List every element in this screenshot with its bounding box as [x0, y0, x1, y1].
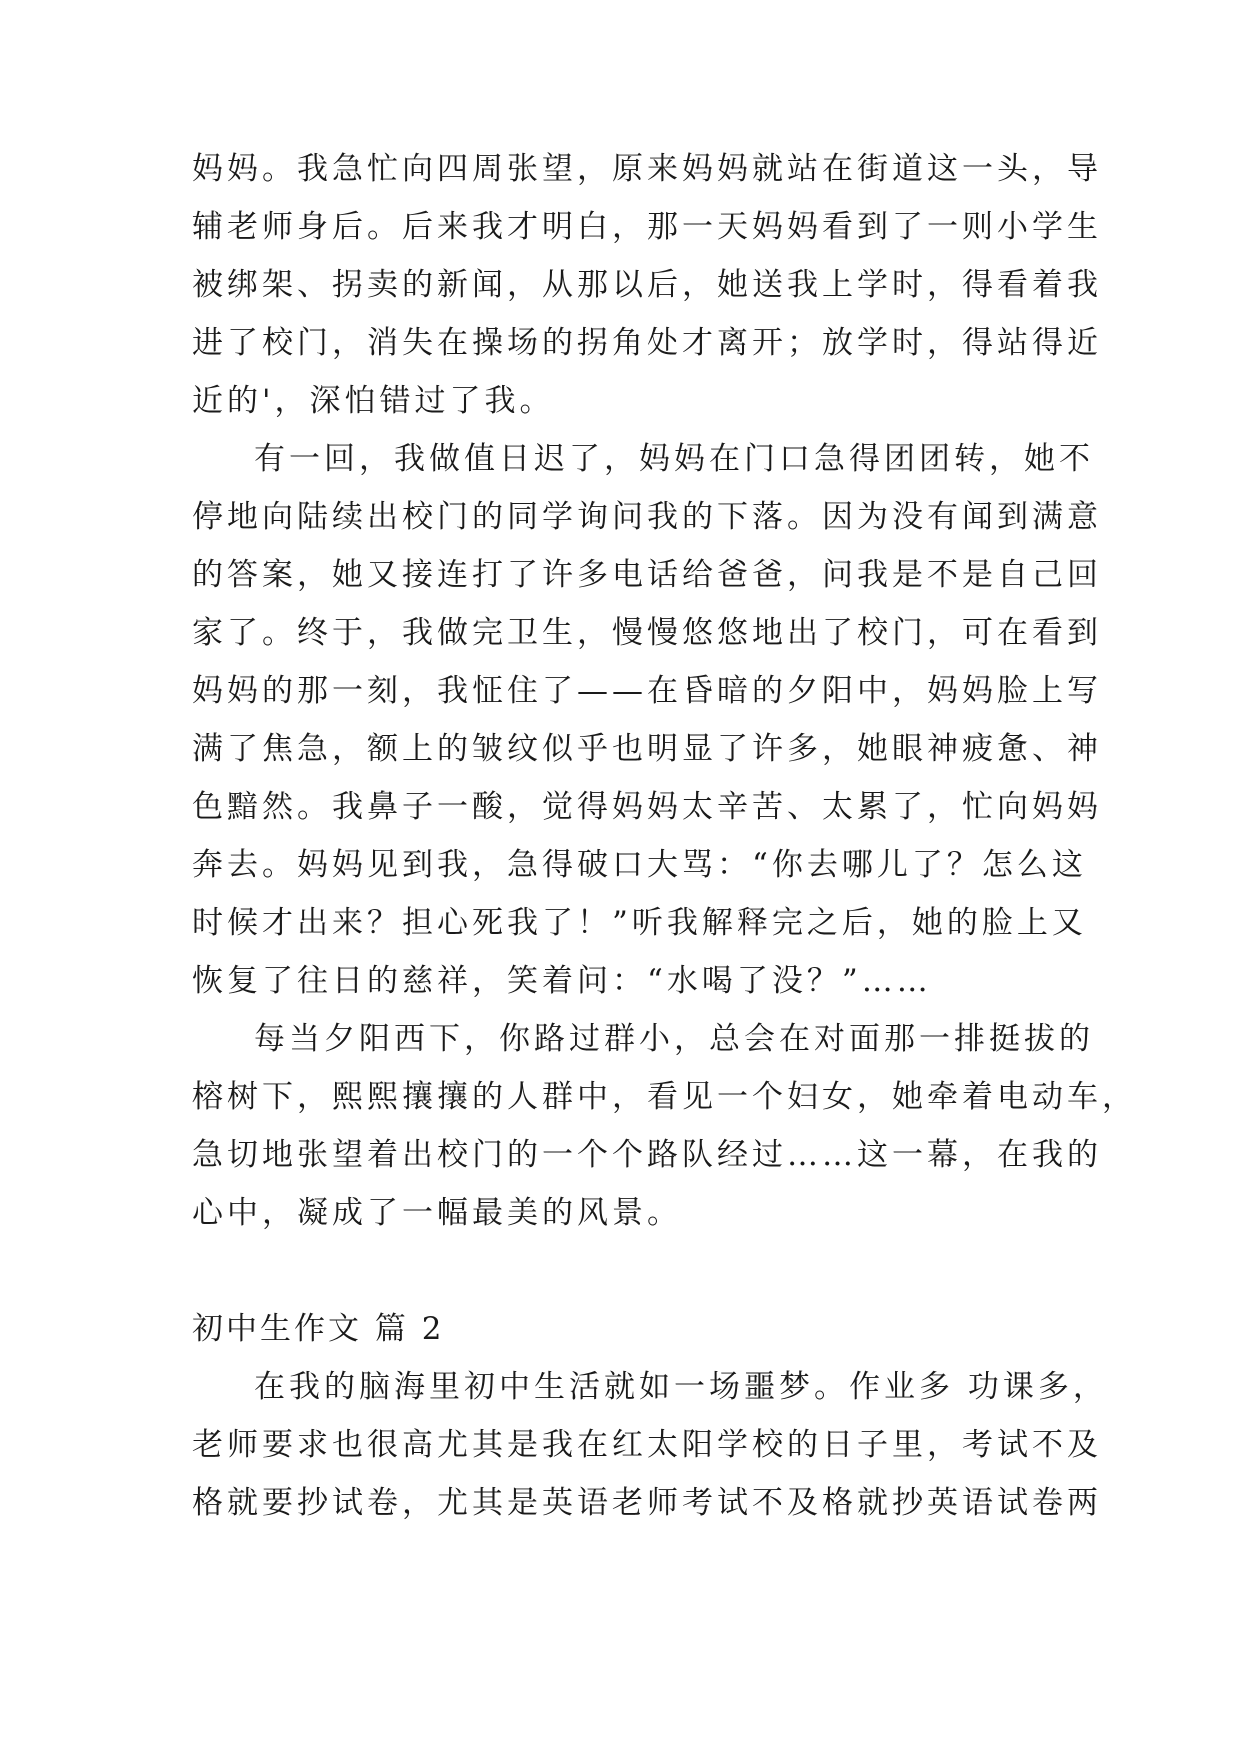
paragraph-2-line: 停地向陆续出校门的同学询问我的下落。因为没有闻到满意	[192, 499, 1102, 535]
paragraph-3-line: 心中，凝成了一幅最美的风景。	[192, 1195, 682, 1231]
paragraph-1-line: 近的'，深怕错过了我。	[192, 383, 555, 419]
paragraph-4-line: 格就要抄试卷，尤其是英语老师考试不及格就抄英语试卷两	[192, 1485, 1102, 1521]
paragraph-3-line: 榕树下，熙熙攘攘的人群中，看见一个妇女，她牵着电动车，	[192, 1079, 1137, 1115]
paragraph-1-line: 进了校门，消失在操场的拐角处才离开；放学时，得站得近	[192, 325, 1102, 361]
paragraph-2-line: 时候才出来？担心死我了！”听我解释完之后，她的脸上又	[192, 905, 1087, 941]
paragraph-2-line: 恢复了往日的慈祥，笑着问：“水喝了没？”……	[192, 963, 932, 999]
paragraph-1-line: 被绑架、拐卖的新闻，从那以后，她送我上学时，得看着我	[192, 267, 1102, 303]
paragraph-2-line: 奔去。妈妈见到我，急得破口大骂：“你去哪儿了？怎么这	[192, 847, 1087, 883]
paragraph-1-line: 辅老师身后。后来我才明白，那一天妈妈看到了一则小学生	[192, 209, 1102, 245]
paragraph-3-line: 每当夕阳西下，你路过群小，总会在对面那一排挺拔的	[254, 1021, 1094, 1057]
paragraph-2-line: 家了。终于，我做完卫生，慢慢悠悠地出了校门，可在看到	[192, 615, 1102, 651]
paragraph-2-line: 的答案，她又接连打了许多电话给爸爸，问我是不是自己回	[192, 557, 1102, 593]
paragraph-4-line: 老师要求也很高尤其是我在红太阳学校的日子里，考试不及	[192, 1427, 1102, 1463]
paragraph-4-line: 在我的脑海里初中生活就如一场噩梦。作业多 功课多，	[254, 1369, 1108, 1405]
paragraph-2-line: 满了焦急，额上的皱纹似乎也明显了许多，她眼神疲惫、神	[192, 731, 1102, 767]
paragraph-1-line: 妈妈。我急忙向四周张望，原来妈妈就站在街道这一头，导	[192, 151, 1102, 187]
paragraph-2-line: 色黯然。我鼻子一酸，觉得妈妈太辛苦、太累了，忙向妈妈	[192, 789, 1102, 825]
section-heading: 初中生作文 篇 2	[192, 1311, 445, 1347]
paragraph-3-line: 急切地张望着出校门的一个个路队经过……这一幕，在我的	[192, 1137, 1102, 1173]
paragraph-2-line: 有一回，我做值日迟了，妈妈在门口急得团团转，她不	[254, 441, 1094, 477]
paragraph-2-line: 妈妈的那一刻，我怔住了——在昏暗的夕阳中，妈妈脸上写	[192, 673, 1102, 709]
